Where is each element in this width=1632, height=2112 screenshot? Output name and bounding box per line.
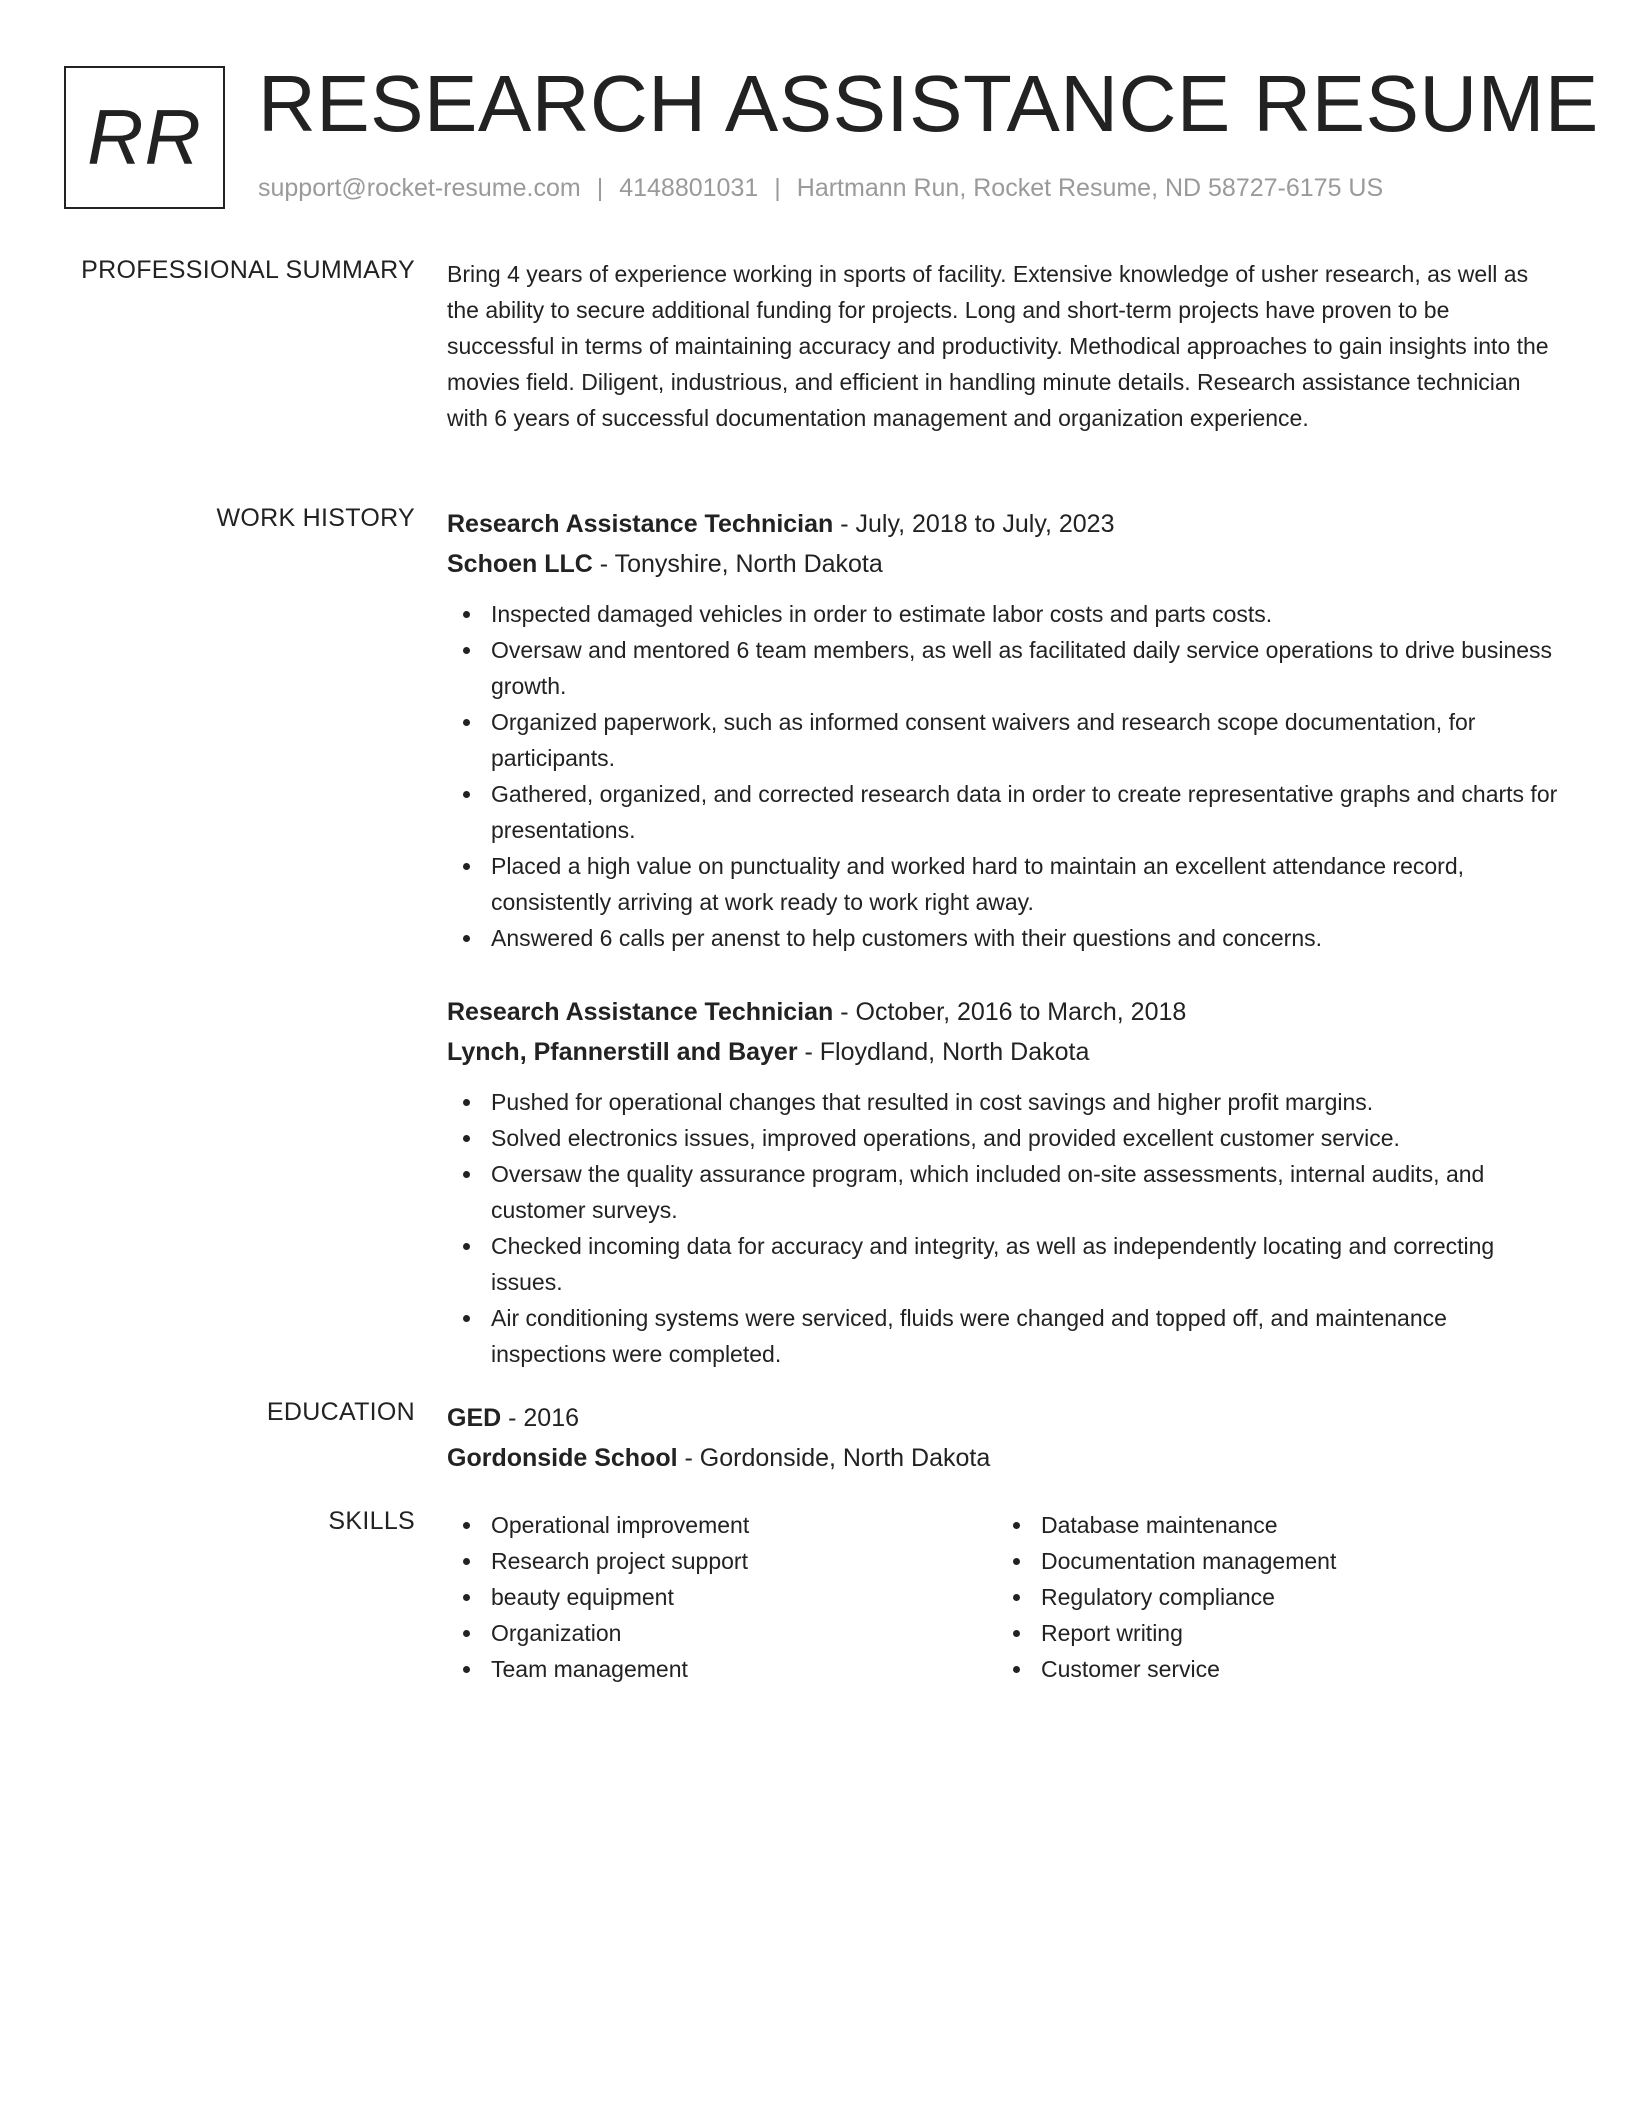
job-title-line xyxy=(447,992,1562,1032)
job-bullet: Pushed for operational changes that resulted in cost savings and higher profit margins. xyxy=(447,1084,1562,1120)
job-bullet: Placed a high value on punctuality and worked hard to maintain an excellent attendance record, consistently arriving at work ready to work right away. xyxy=(447,848,1562,920)
skill-item: Report writing xyxy=(997,1615,1547,1651)
skill-item: beauty equipment xyxy=(447,1579,997,1615)
skill-item: Team management xyxy=(447,1651,997,1687)
job-bullet: Answered 6 calls per anenst to help customers with their questions and concerns. xyxy=(447,920,1562,956)
monogram-initials: RR xyxy=(87,93,202,181)
resume-title: RESEARCH ASSISTANCE RESUME xyxy=(258,59,1599,148)
skill-item: Research project support xyxy=(447,1543,997,1579)
skill-item: Regulatory compliance xyxy=(997,1579,1547,1615)
section-label-work-history: WORK HISTORY xyxy=(216,504,415,532)
skill-item: Documentation management xyxy=(997,1543,1547,1579)
skills-columns xyxy=(447,1507,1562,1687)
skill-item: Database maintenance xyxy=(997,1507,1547,1543)
job-bullet: Inspected damaged vehicles in order to estimate labor costs and parts costs. xyxy=(447,596,1562,632)
education-degree-line xyxy=(447,1398,1562,1438)
job-title: Research Assistance Technician xyxy=(447,510,834,538)
job-bullet: Air conditioning systems were serviced, fluids were changed and topped off, and maintenance inspections were completed. xyxy=(447,1300,1562,1372)
contact-separator: | xyxy=(774,174,781,202)
contact-email[interactable]: support@rocket-resume.com xyxy=(258,174,581,202)
contact-phone[interactable]: 4148801031 xyxy=(619,174,759,202)
skill-item: Operational improvement xyxy=(447,1507,997,1543)
job-bullet: Gathered, organized, and corrected research data in order to create representative graphs and charts for presentations. xyxy=(447,776,1562,848)
job-bullet: Oversaw the quality assurance program, which included on-site assessments, internal audits, and customer surveys. xyxy=(447,1156,1562,1228)
job-title: Research Assistance Technician xyxy=(447,998,834,1026)
job-bullet: Checked incoming data for accuracy and integrity, as well as independently locating and correcting issues. xyxy=(447,1228,1562,1300)
education-school-line xyxy=(447,1438,1562,1478)
section-label-education: EDUCATION xyxy=(266,1398,415,1426)
job-title-line xyxy=(447,504,1562,544)
job-dates: - July, 2018 to July, 2023 xyxy=(833,510,1115,538)
job-company-line xyxy=(447,544,1562,584)
contact-separator: | xyxy=(596,174,604,202)
monogram-box xyxy=(64,66,225,209)
section-label-summary: PROFESSIONAL SUMMARY xyxy=(81,256,415,284)
section-label-skills: SKILLS xyxy=(328,1507,415,1535)
job-bullet: Organized paperwork, such as informed consent waivers and research scope documentation, for participants. xyxy=(447,704,1562,776)
job-location: - Floydland, North Dakota xyxy=(797,1038,1090,1066)
summary-text: Bring 4 years of experience working in sports of facility. Extensive knowledge of usher research, as well as the ability to secure additional funding for projects. Long and short-term projects have proven to be successful in terms of maintaining accuracy and productivity. Methodical approaches to gain insights into the movies field. Diligent, industrious, and efficient in handling minute details. Research assistance technician with 6 years of successful documentation management and organization experience. xyxy=(447,261,1549,431)
education-location: - Gordonside, North Dakota xyxy=(677,1444,991,1472)
education-school: Gordonside School xyxy=(447,1444,678,1472)
jobs-list xyxy=(447,504,1562,1372)
education-degree: GED xyxy=(447,1404,502,1432)
job-company: Lynch, Pfannerstill and Bayer xyxy=(447,1038,798,1066)
contact-line xyxy=(258,174,1383,203)
skills-list-left xyxy=(447,1507,997,1687)
job-location: - Tonyshire, North Dakota xyxy=(592,550,883,578)
skill-item: Customer service xyxy=(997,1651,1547,1687)
job-company: Schoen LLC xyxy=(447,550,593,578)
education-year: - 2016 xyxy=(501,1404,580,1432)
job-company-line xyxy=(447,1032,1562,1072)
job-entry xyxy=(447,992,1562,1372)
skill-item: Organization xyxy=(447,1615,997,1651)
job-dates: - October, 2016 to March, 2018 xyxy=(833,998,1187,1026)
job-bullet: Oversaw and mentored 6 team members, as well as facilitated daily service operations to drive business growth. xyxy=(447,632,1562,704)
job-entry xyxy=(447,504,1562,956)
skills-list-right xyxy=(997,1507,1547,1687)
contact-address: Hartmann Run, Rocket Resume, ND 58727-6175 US xyxy=(796,174,1384,202)
job-bullets xyxy=(447,596,1562,956)
job-bullet: Solved electronics issues, improved operations, and provided excellent customer service. xyxy=(447,1120,1562,1156)
job-bullets xyxy=(447,1084,1562,1372)
